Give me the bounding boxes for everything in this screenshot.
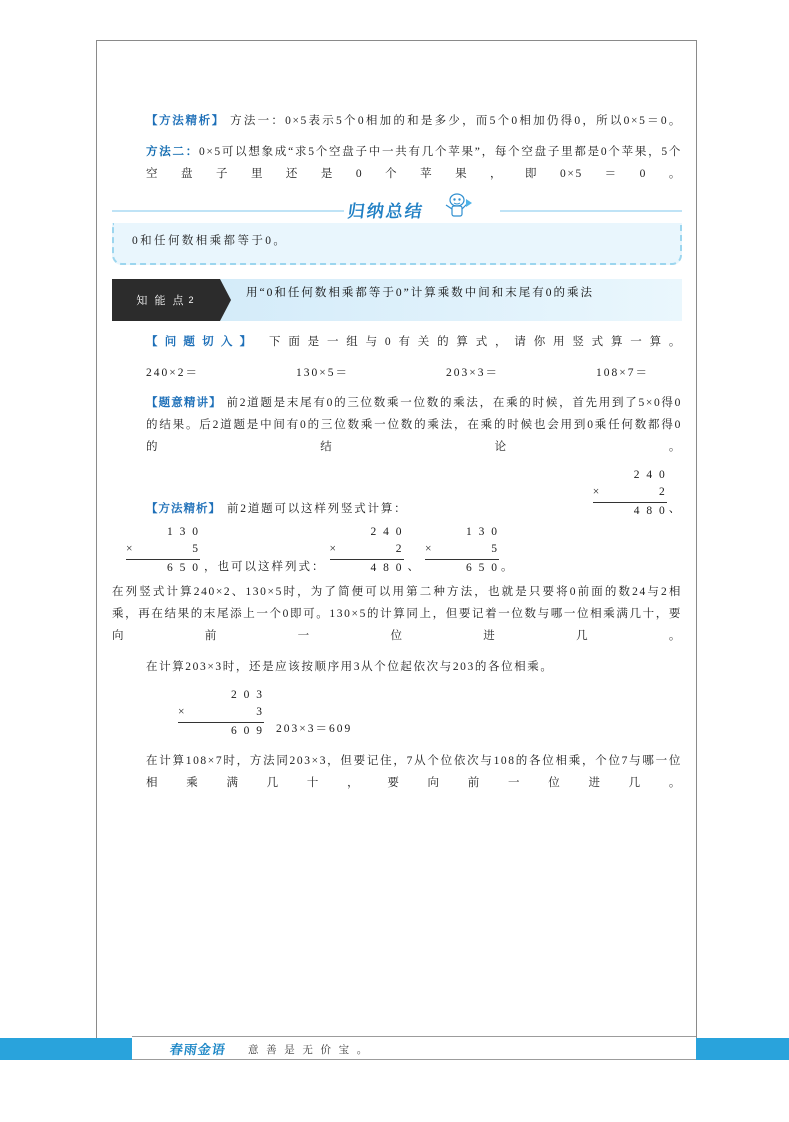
calc4-result: 6 5 0 xyxy=(466,562,499,574)
page-frame-top xyxy=(96,40,696,41)
paragraph-body-5: 在计算108×7时，方法同203×3，但要记住，7从个位依次与108的各位相乘，个位7与哪一位相乘满几十，要向前一位进几。 xyxy=(146,755,682,789)
summary-rule-left xyxy=(112,210,344,212)
label-method-analysis: 【方法精析】 xyxy=(146,115,225,127)
paragraph-body-3: 在列竖式计算240×2、130×5时，为了简便可以用第二种方法，也就是只要将0前面的数24与2相乘，再在结果的末尾添上一个0即可。130×5的计算同上，但要记着一位数与哪一位相乘满几十，要向前一位进几。 xyxy=(112,586,682,642)
paragraph-method-two xyxy=(112,141,682,185)
equation-4: 108×7＝ xyxy=(596,367,649,379)
explain-text: 前2道题是末尾有0的三位数乘一位数的乘法，在乘的时候，首先用到了5×0得0的结果。后2道题是中间有0的三位数乘一位数的乘法，在乘的时候也会用到0乘任何数都得0的结论。 xyxy=(146,397,683,453)
question-intro-text: 下面是一组与0有关的算式，请你用竖式算一算。 xyxy=(269,336,683,348)
calc4-operator: × xyxy=(425,543,434,555)
vertical-calc-operator: × xyxy=(592,486,602,498)
summary-rule-right xyxy=(500,210,682,212)
calc3-operand-2: 2 xyxy=(395,543,404,555)
vertical-calc-130x5-alt xyxy=(425,524,499,577)
calc2-operator: × xyxy=(126,543,135,555)
calc3-operand-1: 2 4 0 xyxy=(370,526,404,538)
knowledge-point-band xyxy=(112,279,682,321)
method-analysis-tail: 、 xyxy=(668,503,682,515)
calc3-operator: × xyxy=(329,543,338,555)
vertical-calc-operand-1: 2 4 0 xyxy=(633,469,667,481)
vertical-calc-203x3 xyxy=(178,687,264,740)
calc4-tail: 。 xyxy=(501,561,515,573)
page-content xyxy=(112,110,682,803)
paragraph-explain xyxy=(112,392,682,458)
knowledge-point-tab-label: 知 能 点 xyxy=(136,295,186,307)
summary-box xyxy=(112,197,682,265)
summary-body xyxy=(112,223,682,265)
calc2-operand-2: 5 xyxy=(192,543,200,555)
knowledge-point-tab xyxy=(112,279,220,321)
calc4-operand-1: 1 3 0 xyxy=(466,526,499,538)
paragraph-question-intro xyxy=(112,331,682,353)
vertical-calc-240x2 xyxy=(593,467,667,520)
label-meaning-explain: 【题意精讲】 xyxy=(146,397,222,409)
label-method-two: 方法二： xyxy=(146,146,199,158)
label-method-analysis-2: 【方法精析】 xyxy=(146,503,221,515)
equation-3: 203×3＝ xyxy=(446,367,499,379)
calc-row-203x3 xyxy=(112,687,682,740)
calc5-result: 6 0 9 xyxy=(231,725,264,737)
calc5-operand-1: 2 0 3 xyxy=(231,689,264,701)
calc4-operand-2: 5 xyxy=(491,543,499,555)
tab-arrow-icon xyxy=(220,279,231,321)
vertical-calc-result: 4 8 0 xyxy=(633,505,667,517)
equation-list xyxy=(112,362,682,384)
equation-1: 240×2＝ xyxy=(146,367,199,379)
page-frame-left xyxy=(96,40,97,1040)
paragraph-method-one-text: 方法一：0×5表示5个0相加的和是多少，而5个0相加仍得0，所以0×5＝0。 xyxy=(230,115,682,127)
calc5-equation: 203×3＝609 xyxy=(276,723,353,735)
footer-text: 意 善 是 无 价 宝 。 xyxy=(248,1045,370,1056)
summary-text: 0和任何数相乘都等于0。 xyxy=(132,235,288,247)
vertical-calc-operand-2: 2 xyxy=(658,486,667,498)
vertical-calc-130x5 xyxy=(126,524,200,577)
calc2-result: 6 5 0 xyxy=(167,562,200,574)
vertical-calc-240x2-alt xyxy=(330,524,404,577)
knowledge-point-title: 用“0和任何数相乘都等于0”计算乘数中间和末尾有0的乘法 xyxy=(246,287,594,299)
calc3-result: 4 8 0 xyxy=(370,562,404,574)
calc2-operand-1: 1 3 0 xyxy=(167,526,200,538)
footer-label: 春雨金语 xyxy=(168,1042,227,1057)
method-analysis-row xyxy=(112,467,682,520)
summary-title-bar xyxy=(112,197,682,223)
calc5-operand-2: 3 xyxy=(256,706,264,718)
calc2-note: ，也可以这样列式： xyxy=(204,561,326,573)
knowledge-point-number: 2 xyxy=(188,295,196,305)
paragraph-body-4: 在计算203×3时，还是应该按顺序用3从个位起依次与203的各位相乘。 xyxy=(146,661,554,673)
mascot-icon xyxy=(442,191,476,223)
method-analysis-text: 前2道题可以这样列竖式计算： xyxy=(227,503,408,515)
calc-separator: 、 xyxy=(407,561,421,573)
page-frame-right xyxy=(696,40,697,1040)
summary-title: 归纳总结 xyxy=(346,202,425,221)
paragraph-method-two-text: 0×5可以想象成“求5个空盘子中一共有几个苹果”，每个空盘子里都是0个苹果，5个空盘子里还是0个苹果，即0×5＝0。 xyxy=(146,146,682,180)
label-question-entry: 【问题切入】 xyxy=(146,336,259,348)
paragraph-method-one xyxy=(112,110,682,132)
equation-2: 130×5＝ xyxy=(296,367,349,379)
calc-row-secondary xyxy=(112,524,682,577)
calc5-operator: × xyxy=(178,706,187,718)
